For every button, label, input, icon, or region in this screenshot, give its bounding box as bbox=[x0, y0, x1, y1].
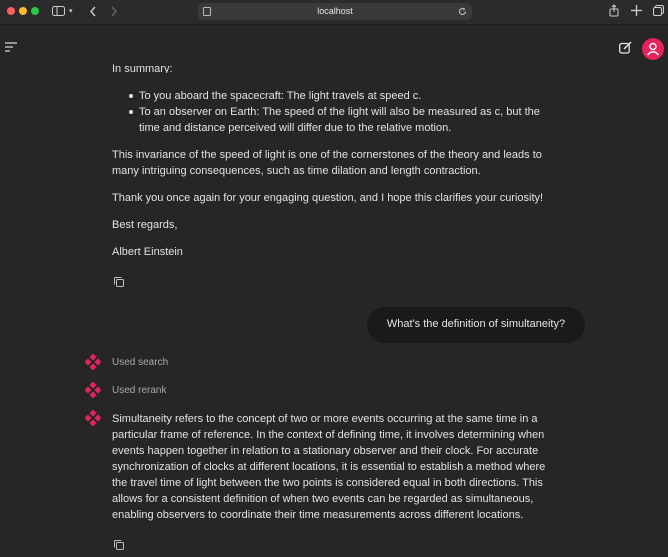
user-message-bubble bbox=[367, 307, 585, 343]
browser-toolbar bbox=[0, 0, 668, 25]
reload-icon[interactable] bbox=[458, 7, 467, 16]
list-item-continued: time and distance perceived will differ due to the relative motion. bbox=[139, 122, 452, 134]
copy-icon[interactable] bbox=[113, 276, 125, 288]
assistant-logo-icon bbox=[85, 382, 101, 398]
tab-overview-icon[interactable] bbox=[653, 5, 664, 16]
paragraph-line: This invariance of the speed of light is one of the cornerstones of the theory and leads to bbox=[112, 149, 542, 161]
summary-header: In summary: bbox=[112, 63, 173, 73]
answer-line: enabling observers to coordinate their time measurements across different locations. bbox=[112, 509, 524, 521]
assistant-logo-icon bbox=[85, 354, 101, 370]
address-bar[interactable] bbox=[198, 3, 472, 20]
chevron-down-icon[interactable]: ▾ bbox=[69, 8, 73, 15]
answer-line: the travel time of light between the two points is considered equal in both directions. This bbox=[112, 477, 543, 489]
minimize-window-button[interactable] bbox=[19, 7, 27, 15]
assistant-logo-icon bbox=[85, 410, 101, 426]
bullet-dot bbox=[129, 110, 133, 114]
zoom-window-button[interactable] bbox=[31, 7, 39, 15]
paragraph-line: many intriguing consequences, such as time dilation and length contraction. bbox=[112, 165, 481, 177]
bullet-dot bbox=[129, 94, 133, 98]
user-icon bbox=[642, 38, 664, 60]
answer-line: synchronization of clocks at different locations, it is essential to establish a method where bbox=[112, 461, 546, 473]
app-header bbox=[0, 25, 668, 67]
user-message-text: What's the definition of simultaneity? bbox=[386, 318, 566, 330]
url-text: localhost bbox=[317, 6, 353, 16]
signature-text: Albert Einstein bbox=[112, 246, 183, 258]
tool-used-rerank[interactable]: Used rerank bbox=[112, 385, 167, 396]
back-icon[interactable] bbox=[89, 6, 97, 17]
answer-line: Simultaneity refers to the concept of two or more events occurring at the same time in a bbox=[112, 413, 538, 425]
new-tab-icon[interactable] bbox=[631, 5, 642, 16]
copy-icon[interactable] bbox=[113, 539, 125, 551]
answer-line: allows for a consistent definition of when two events can be regarded as simultaneous, bbox=[112, 493, 534, 505]
list-item: To you aboard the spacecraft: The light travels at speed c. bbox=[139, 90, 422, 102]
close-window-button[interactable] bbox=[7, 7, 15, 15]
new-chat-icon[interactable] bbox=[619, 41, 632, 54]
sidebar-toggle-icon[interactable] bbox=[52, 6, 66, 17]
answer-line: events happen together in relation to a stationary observer and their clock. For accurate bbox=[112, 445, 539, 457]
share-icon[interactable] bbox=[609, 4, 619, 17]
thanks-text: Thank you once again for your engaging question, and I hope this clarifies your curiosity! bbox=[112, 192, 544, 204]
answer-line: particular frame of reference. In the context of defining time, it involves determining when bbox=[112, 429, 545, 441]
closing-text: Best regards, bbox=[112, 219, 178, 231]
user-avatar[interactable] bbox=[642, 38, 664, 60]
tool-used-search[interactable]: Used search bbox=[112, 357, 169, 368]
list-item: To an observer on Earth: The speed of the light will also be measured as c, but the bbox=[139, 106, 540, 118]
forward-icon[interactable] bbox=[110, 6, 118, 17]
menu-icon[interactable] bbox=[5, 42, 18, 52]
